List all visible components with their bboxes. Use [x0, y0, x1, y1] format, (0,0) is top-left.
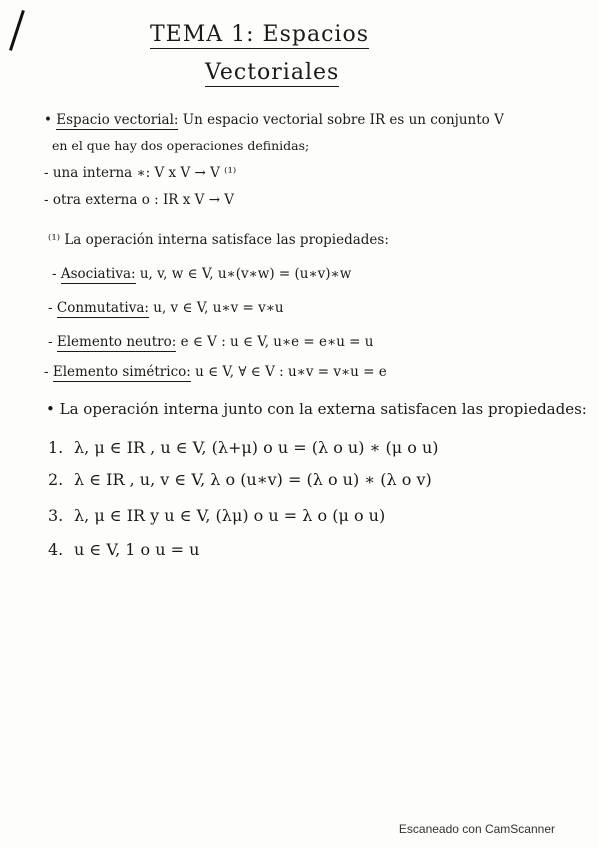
- combined-prop-3: 3. λ, μ ∈ IR y u ∈ V, (λμ) o u = λ o (μ o u): [48, 506, 386, 525]
- prop-conmutativa: - Conmutativa: u, v ∈ V, u∗v = v∗u: [48, 300, 284, 316]
- combined-prop-1: 1. λ, μ ∈ IR , u ∈ V, (λ+μ) o u = (λ o u) ∗ (μ o u): [48, 438, 439, 457]
- title-line-1: TEMA 1: Espacios: [150, 22, 369, 47]
- combined-prop-2: 2. λ ∈ IR , u, v ∈ V, λ o (u∗v) = (λ o u) ∗ (λ o v): [48, 470, 432, 489]
- definition-line: • Espacio vectorial: Un espacio vectorial sobre IR es un conjunto V: [44, 112, 504, 128]
- pen-slash-mark: [9, 10, 25, 51]
- title-line-2: Vectoriales: [205, 60, 340, 85]
- definition-text: Un espacio vectorial sobre IR es un conjunto V: [182, 112, 504, 128]
- definition-text-2: en el que hay dos operaciones definidas;: [52, 138, 310, 153]
- prop-elemento-neutro: - Elemento neutro: e ∈ V : u ∈ V, u∗e = e∗u = u: [48, 334, 374, 350]
- definition-term: Espacio vectorial:: [56, 112, 179, 128]
- prop-asociativa: - Asociativa: u, v, w ∈ V, u∗(v∗w) = (u∗v)∗w: [52, 266, 352, 282]
- combined-props-intro: • La operación interna junto con la externa satisfacen las propiedades:: [46, 400, 587, 418]
- camscanner-footer: Escaneado con CamScanner: [398, 822, 555, 836]
- op-internal: - una interna ∗: V x V → V ⁽¹⁾: [44, 165, 237, 181]
- op-external: - otra externa o : IR x V → V: [44, 192, 235, 208]
- prop-elemento-simetrico: - Elemento simétrico: u ∈ V, ∀ ∈ V : u∗v = v∗u = e: [44, 364, 387, 380]
- internal-props-intro: ⁽¹⁾ La operación interna satisface las propiedades:: [48, 232, 389, 248]
- combined-prop-4: 4. u ∈ V, 1 o u = u: [48, 540, 200, 559]
